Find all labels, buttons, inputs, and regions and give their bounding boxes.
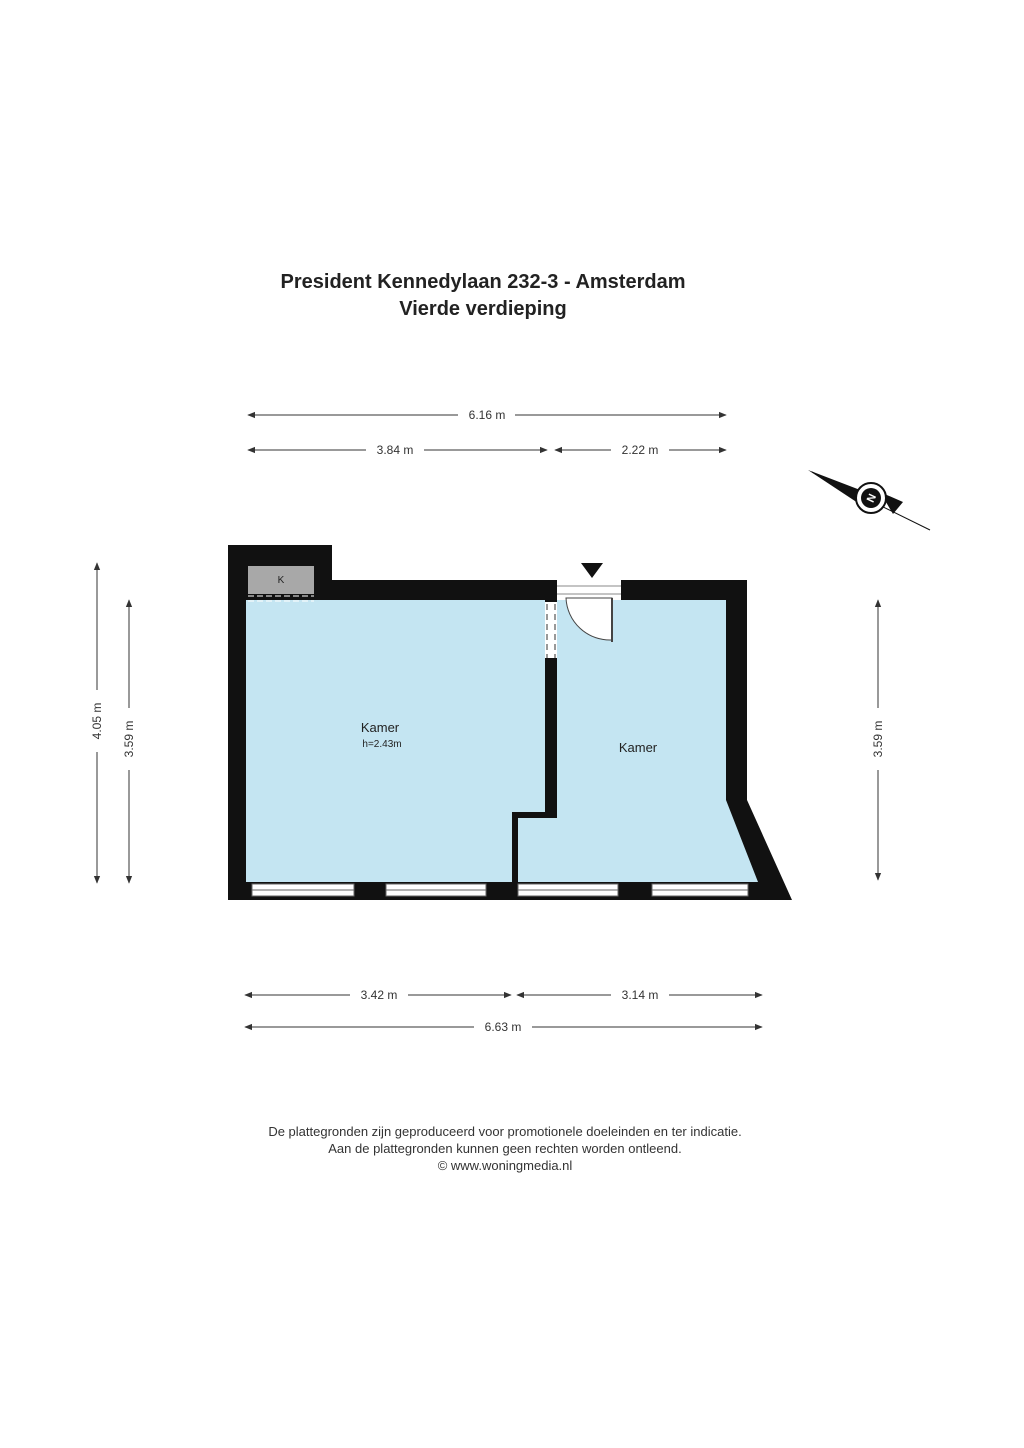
disclaimer-line-2: Aan de plattegronden kunnen geen rechten worden ontleend. xyxy=(328,1141,682,1156)
address-title: President Kennedylaan 232-3 - Amsterdam xyxy=(280,271,686,293)
floor-title: Vierde verdieping xyxy=(399,298,567,320)
dimension-bottom-right-label: 3.14 m xyxy=(621,988,659,1002)
dimension-left-outer xyxy=(90,563,104,883)
entrance-opening xyxy=(557,580,621,600)
dimension-top-total-label: 6.16 m xyxy=(468,408,506,422)
dimension-top-right-label: 2.22 m xyxy=(621,443,659,457)
disclaimer-line-1: De plattegronden zijn geproduceerd voor promotionele doeleinden en ter indicatie. xyxy=(268,1124,742,1139)
copyright-line: © www.woningmedia.nl xyxy=(437,1158,573,1173)
dimension-bottom-right xyxy=(517,988,762,1002)
dimension-right-label: 3.59 m xyxy=(871,720,885,758)
dimension-bottom-total-label: 6.63 m xyxy=(484,1020,522,1034)
left-room-height: h=2.43m xyxy=(362,739,402,750)
closet-label: K xyxy=(277,575,285,586)
dimension-bottom-left xyxy=(245,988,511,1002)
dimension-left-inner xyxy=(122,600,136,883)
dimension-bottom-left-label: 3.42 m xyxy=(360,988,398,1002)
entrance-arrow-icon xyxy=(581,563,603,578)
dimension-bottom-total xyxy=(245,1020,762,1034)
dimension-top-total xyxy=(248,408,726,422)
dimension-left-outer-label: 4.05 m xyxy=(90,702,104,740)
dimension-top-left-label: 3.84 m xyxy=(376,443,414,457)
dimension-top-right xyxy=(555,443,726,457)
dimension-right xyxy=(871,600,885,880)
dimension-top-left xyxy=(248,443,547,457)
compass-letter: N xyxy=(864,492,880,505)
right-room-name: Kamer xyxy=(618,740,658,755)
dimension-left-inner-label: 3.59 m xyxy=(122,720,136,758)
compass-icon xyxy=(808,470,930,530)
left-room-name: Kamer xyxy=(360,720,400,735)
